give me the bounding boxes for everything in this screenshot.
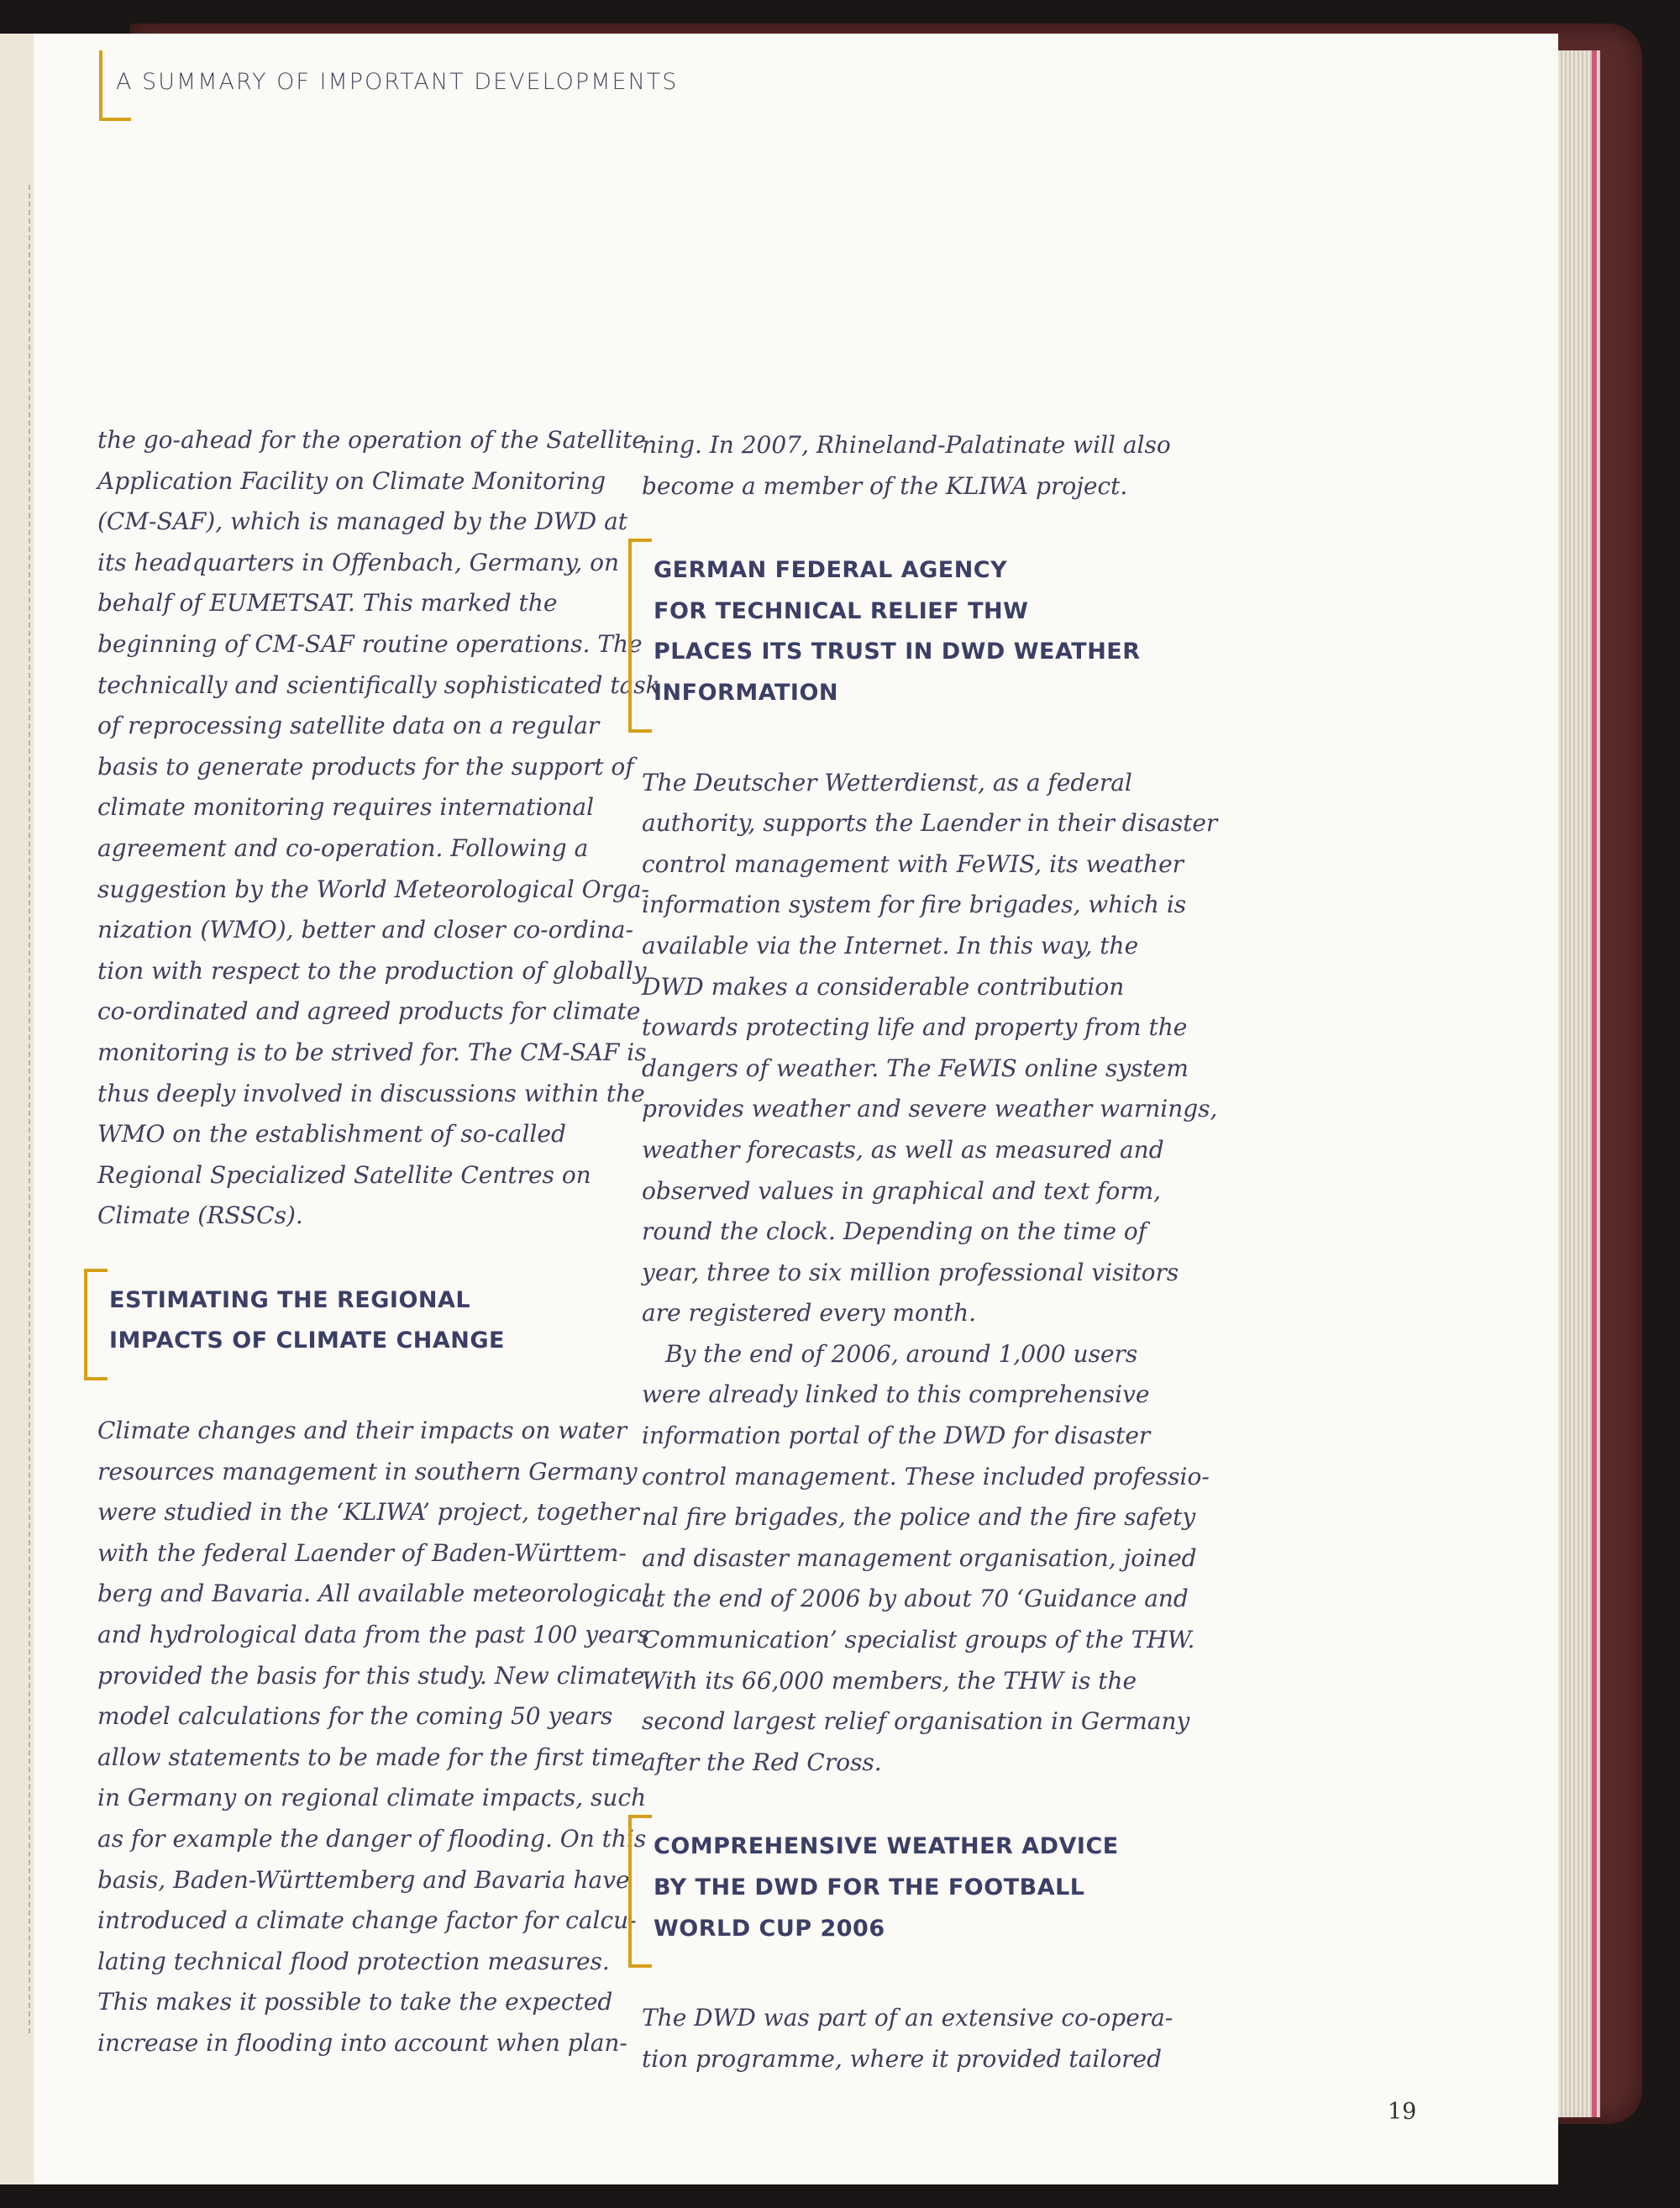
text-line: thus deeply involved in discussions within the bbox=[97, 1079, 645, 1107]
text-line: information system for fire brigades, which is bbox=[642, 891, 1187, 919]
text-line: Climate changes and their impacts on water bbox=[97, 1417, 627, 1445]
text-line: technically and scientifically sophisticated task bbox=[97, 670, 660, 699]
paragraph-kliwa-continued bbox=[642, 425, 1213, 507]
text-line: lating technical flood protection measures. bbox=[97, 1947, 610, 1975]
text-line: This makes it possible to take the expected bbox=[97, 1988, 613, 2016]
text-line: allow statements to be made for the first time bbox=[97, 1743, 645, 1771]
text-line: co-ordinated and agreed products for climate bbox=[97, 997, 641, 1026]
text-line: are registered every month. bbox=[642, 1299, 977, 1327]
section-heading-world-cup bbox=[628, 1815, 1213, 1968]
text-line: behalf of EUMETSAT. This marked the bbox=[97, 589, 558, 618]
text-line: were studied in the ‘KLIWA’ project, together bbox=[97, 1498, 639, 1527]
heading-bracket bbox=[628, 1815, 652, 1968]
paragraph-users bbox=[642, 1334, 1213, 1784]
facing-page-edge bbox=[0, 34, 35, 2184]
text-line: weather forecasts, as well as measured and bbox=[642, 1135, 1164, 1164]
text-line: observed values in graphical and text form, bbox=[642, 1176, 1162, 1205]
text-line: provides weather and severe weather warnings, bbox=[642, 1095, 1218, 1123]
text-line: and hydrological data from the past 100 years bbox=[97, 1621, 650, 1649]
heading-line: COMPREHENSIVE WEATHER ADVICE bbox=[654, 1833, 1119, 1860]
text-line: year, three to six million professional visitors bbox=[642, 1258, 1179, 1286]
heading-bracket bbox=[628, 539, 652, 732]
text-line: basis to generate products for the support of bbox=[97, 752, 634, 781]
book-page bbox=[34, 34, 1558, 2184]
text-line: round the clock. Depending on the time of bbox=[642, 1217, 1147, 1246]
text-line: become a member of the KLIWA project. bbox=[642, 471, 1128, 500]
heading-line: INFORMATION bbox=[654, 679, 839, 706]
text-line: Application Facility on Climate Monitoring bbox=[97, 466, 606, 495]
page-number: 19 bbox=[1388, 2099, 1417, 2125]
text-line: ning. In 2007, Rhineland-Palatinate will also bbox=[642, 431, 1171, 459]
heading-text bbox=[109, 1280, 635, 1362]
text-line: Regional Specialized Satellite Centres on bbox=[97, 1160, 591, 1189]
text-line: second largest relief organisation in Germany bbox=[642, 1707, 1190, 1736]
heading-line: ESTIMATING THE REGIONAL bbox=[109, 1286, 471, 1313]
text-line: monitoring is to be strived for. The CM-SAF is bbox=[97, 1038, 647, 1066]
text-line: the go-ahead for the operation of the Satellite bbox=[97, 426, 646, 454]
text-line: By the end of 2006, around 1,000 users bbox=[665, 1339, 1138, 1368]
text-line: were already linked to this comprehensive bbox=[642, 1380, 1150, 1409]
text-line: resources management in southern Germany bbox=[97, 1457, 638, 1485]
section-heading-thw bbox=[628, 539, 1213, 732]
text-line: introduced a climate change factor for calcu- bbox=[97, 1906, 637, 1935]
text-line: and disaster management organisation, joined bbox=[642, 1543, 1197, 1572]
text-line: towards protecting life and property from the bbox=[642, 1013, 1188, 1042]
binding-stitches bbox=[29, 185, 30, 2033]
left-column bbox=[97, 420, 660, 2064]
heading-line: PLACES ITS TRUST IN DWD WEATHER bbox=[654, 639, 1141, 665]
text-line: in Germany on regional climate impacts, such bbox=[97, 1784, 647, 1812]
text-line: The Deutscher Wetterdienst, as a federal bbox=[642, 768, 1132, 796]
text-line: as for example the danger of flooding. On this bbox=[97, 1825, 647, 1853]
heading-line: GERMAN FEDERAL AGENCY bbox=[654, 557, 1008, 584]
text-line: WMO on the establishment of so-called bbox=[97, 1120, 566, 1149]
text-line: model calculations for the coming 50 years bbox=[97, 1702, 613, 1731]
heading-text bbox=[654, 1827, 1213, 1949]
text-line: at the end of 2006 by about 70 ‘Guidance and bbox=[642, 1585, 1189, 1613]
text-line: control management with FeWIS, its weather bbox=[642, 849, 1184, 878]
text-line: agreement and co-operation. Following a bbox=[97, 833, 589, 862]
text-line: authority, supports the Laender in their disaster bbox=[642, 809, 1218, 838]
right-column bbox=[642, 425, 1218, 2079]
running-header-title: A SUMMARY OF IMPORTANT DEVELOPMENTS bbox=[116, 69, 679, 95]
section-heading-regional-impacts bbox=[84, 1269, 635, 1380]
text-line: Communication’ specialist groups of the THW. bbox=[642, 1626, 1195, 1654]
text-line: beginning of CM-SAF routine operations. The bbox=[97, 629, 643, 658]
text-line: nization (WMO), better and closer co-ordina- bbox=[97, 916, 633, 944]
text-line: basis, Baden-Württemberg and Bavaria have bbox=[97, 1865, 630, 1894]
text-line: increase in flooding into account when plan- bbox=[97, 2028, 627, 2057]
text-line: suggestion by the World Meteorological Orga- bbox=[97, 875, 649, 903]
text-line: tion programme, where it provided tailored bbox=[642, 2044, 1163, 2073]
heading-bracket bbox=[84, 1269, 108, 1380]
text-line: after the Red Cross. bbox=[642, 1748, 882, 1776]
text-line: provided the basis for this study. New climate bbox=[97, 1661, 645, 1690]
paragraph-world-cup bbox=[642, 1998, 1213, 2079]
text-line: climate monitoring requires international bbox=[97, 793, 595, 822]
text-line: its headquarters in Offenbach, Germany, on bbox=[97, 548, 620, 576]
paragraph-cm-saf bbox=[97, 420, 660, 1237]
text-line: control management. These included professio- bbox=[642, 1462, 1210, 1490]
text-line: of reprocessing satellite data on a regular bbox=[97, 712, 600, 740]
text-line: Climate (RSSCs). bbox=[97, 1201, 303, 1230]
paragraph-kliwa bbox=[97, 1411, 651, 2064]
text-line: tion with respect to the production of globally bbox=[97, 956, 647, 985]
heading-line: FOR TECHNICAL RELIEF THW bbox=[654, 597, 1029, 624]
text-line: (CM-SAF), which is managed by the DWD at bbox=[97, 507, 628, 536]
text-line: with the federal Laender of Baden-Württem- bbox=[97, 1538, 627, 1567]
text-line: available via the Internet. In this way, the bbox=[642, 931, 1139, 959]
text-line: With its 66,000 members, the THW is the bbox=[642, 1666, 1137, 1695]
text-line: berg and Bavaria. All available meteorological bbox=[97, 1580, 651, 1608]
heading-line: BY THE DWD FOR THE FOOTBALL bbox=[654, 1874, 1085, 1900]
heading-line: WORLD CUP 2006 bbox=[654, 1915, 885, 1942]
text-line: nal fire brigades, the police and the fire safety bbox=[642, 1503, 1196, 1532]
heading-line: IMPACTS OF CLIMATE CHANGE bbox=[109, 1327, 505, 1354]
text-line: information portal of the DWD for disaster bbox=[642, 1422, 1151, 1450]
text-line: DWD makes a considerable contribution bbox=[642, 972, 1125, 1001]
paragraph-fewis bbox=[642, 763, 1218, 1334]
text-line: dangers of weather. The FeWIS online system bbox=[642, 1054, 1189, 1082]
text-line: The DWD was part of an extensive co-opera- bbox=[642, 2004, 1173, 2032]
bookmark-ribbon bbox=[1592, 50, 1597, 2117]
heading-text bbox=[654, 550, 1213, 713]
